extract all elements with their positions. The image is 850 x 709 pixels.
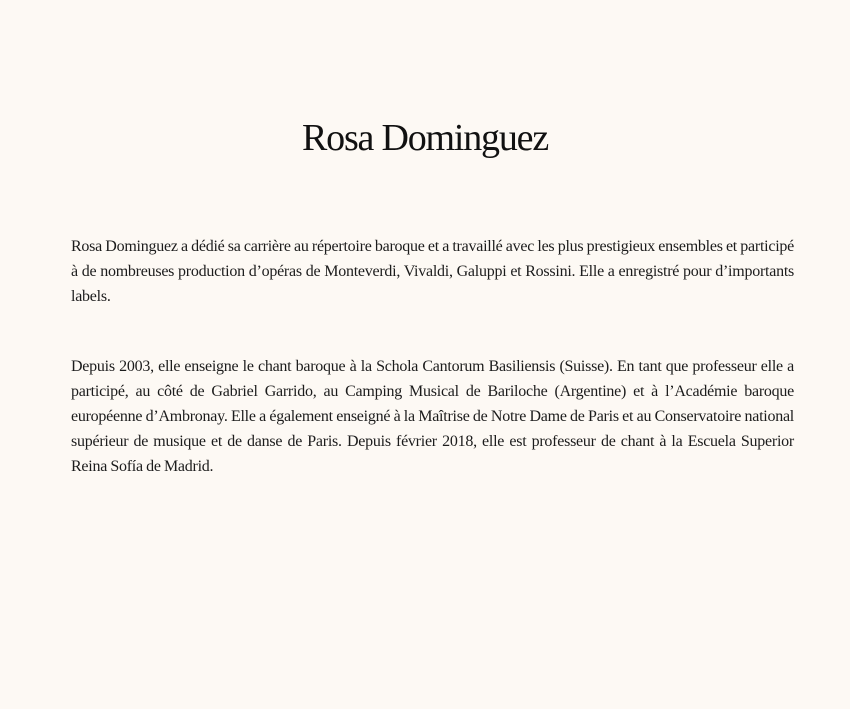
biography-paragraph-teaching: Depuis 2003, elle enseigne le chant baroque à la Schola Cantorum Basiliensis (Suisse). En tant que professeur elle a participé, au côté de Gabriel Garrido, au Camping Musical de Bariloche (Argentine) et à l’Académie baroque européenne d’Ambronay. Elle a également enseigné à la Maîtrise de Notre Dame de Paris et au Conservatoire national supérieur de musique et de danse de Paris. Depuis février 2018, elle est professeur de chant à la Escuela Superior Reina Sofía de Madrid.	[71, 358, 794, 475]
page-title: Rosa Dominguez	[302, 117, 548, 159]
biography-paragraph-career: Rosa Dominguez a dédié sa carrière au répertoire baroque et a travaillé avec les plus prestigieux ensembles et participé à de nombreuses production d’opéras de Monteverdi, Vivaldi, Galuppi et Rossini. Elle a enregistré pour d’importants labels.	[71, 238, 794, 305]
